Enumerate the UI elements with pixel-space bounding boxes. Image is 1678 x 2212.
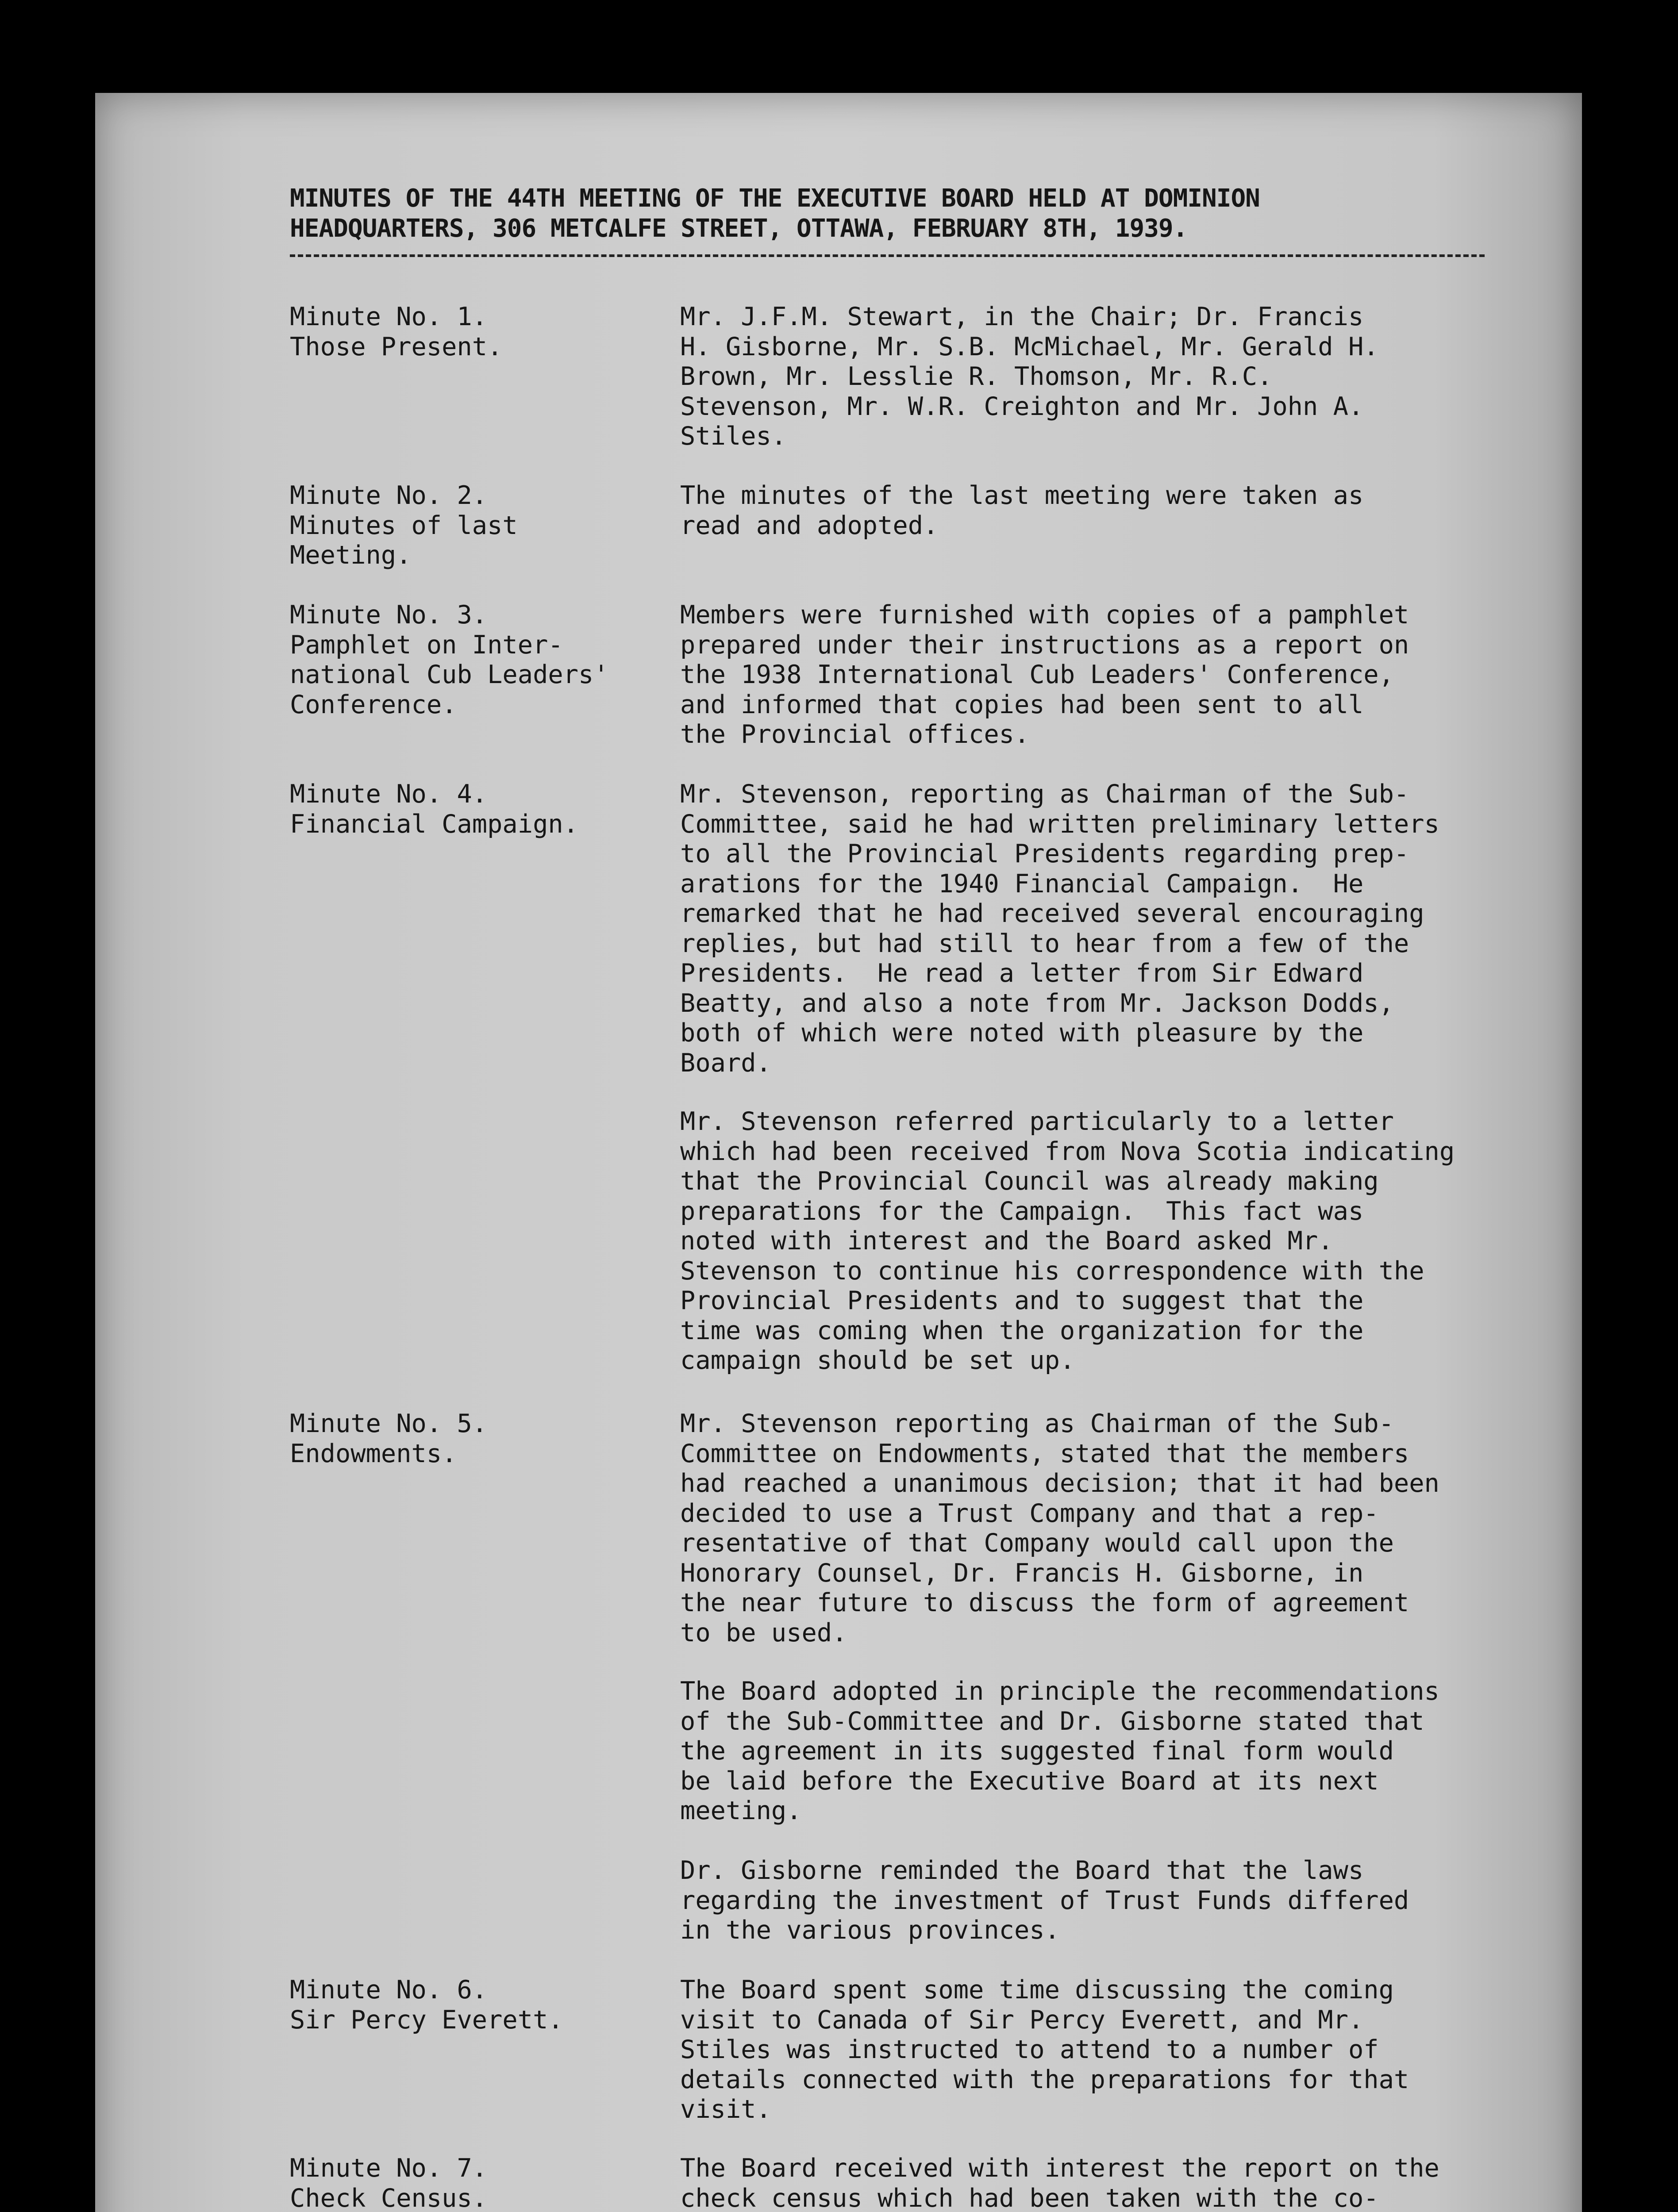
minute-label-3: Minute No. 3. Pamphlet on Inter- national Cub Leaders' Conference. [290,600,609,719]
minute-text-2: The minutes of the last meeting were taken as read and adopted. [680,481,1364,540]
minute-text-4b: Mr. Stevenson referred particularly to a letter which had been received from Nova Scotia indicating that the Provincial Council was already making preparations for the Campaign. This fact was noted with interest and the Board asked Mr. Stevenson to continue his correspondence with the Provincial Presidents and to suggest that the time was coming when the organization for the campaign should be set up. [680,1107,1455,1375]
minute-text-1: Mr. J.F.M. Stewart, in the Chair; Dr. Francis H. Gisborne, Mr. S.B. McMichael, Mr. Gerald H. Brown, Mr. Lesslie R. Thomson, Mr. R.C. Stevenson, Mr. W.R. Creighton and Mr. John A. Stiles. [680,302,1379,451]
document-title: MINUTES OF THE 44TH MEETING OF THE EXECUTIVE BOARD HELD AT DOMINION HEADQUARTERS, 306 METCALFE STREET, OTTAWA, FEBRUARY 8TH, 1939. [290,184,1260,243]
minute-label-7: Minute No. 7. Check Census. [290,2154,488,2212]
minute-label-6: Minute No. 6. Sir Percy Everett. [290,1975,563,2035]
minute-text-5b: The Board adopted in principle the recommendations of the Sub-Committee and Dr. Gisborne stated that the agreement in its suggested final form would be laid before the Executive Board at its next meeting. [680,1677,1439,1825]
minute-text-4a: Mr. Stevenson, reporting as Chairman of the Sub- Committee, said he had written preliminary letters to all the Provincial Presidents regarding prep- arations for the 1940 Financial Campaign. He remarked that he had received several encouraging replies, but had still to hear from a few of the Presidents. He read a letter from Sir Edward Beatty, and also a note from Mr. Jackson Dodds, both of which were noted with pleasure by the Board. [680,780,1439,1078]
minutes-document [95,93,1582,2212]
minute-label-4: Minute No. 4. Financial Campaign. [290,780,579,839]
minute-text-5a: Mr. Stevenson reporting as Chairman of the Sub- Committee on Endowments, stated that the members had reached a unanimous decision; that it had been decided to use a Trust Company and that a rep- resentative of that Company would call upon the Honorary Counsel, Dr. Francis H. Gisborne, in the near future to discuss the form of agreement to be used. [680,1409,1439,1647]
minute-label-2: Minute No. 2. Minutes of last Meeting. [290,481,518,570]
minute-label-5: Minute No. 5. Endowments. [290,1409,488,1468]
minute-text-6: The Board spent some time discussing the coming visit to Canada of Sir Percy Everett, and Mr. Stiles was instructed to attend to a number of details connected with the preparations for that visit. [680,1975,1409,2124]
minute-text-3: Members were furnished with copies of a pamphlet prepared under their instructions as a report on the 1938 International Cub Leaders' Conference, and informed that copies had been sent to all the Provincial offices. [680,600,1409,749]
document-page [95,93,1582,2212]
minute-text-5c: Dr. Gisborne reminded the Board that the laws regarding the investment of Trust Funds differed in the various provinces. [680,1856,1409,1945]
minute-text-7: The Board received with interest the report on the check census which had been taken with the co- [680,2154,1439,2212]
title-divider [290,254,1485,257]
minute-label-1: Minute No. 1. Those Present. [290,302,503,361]
